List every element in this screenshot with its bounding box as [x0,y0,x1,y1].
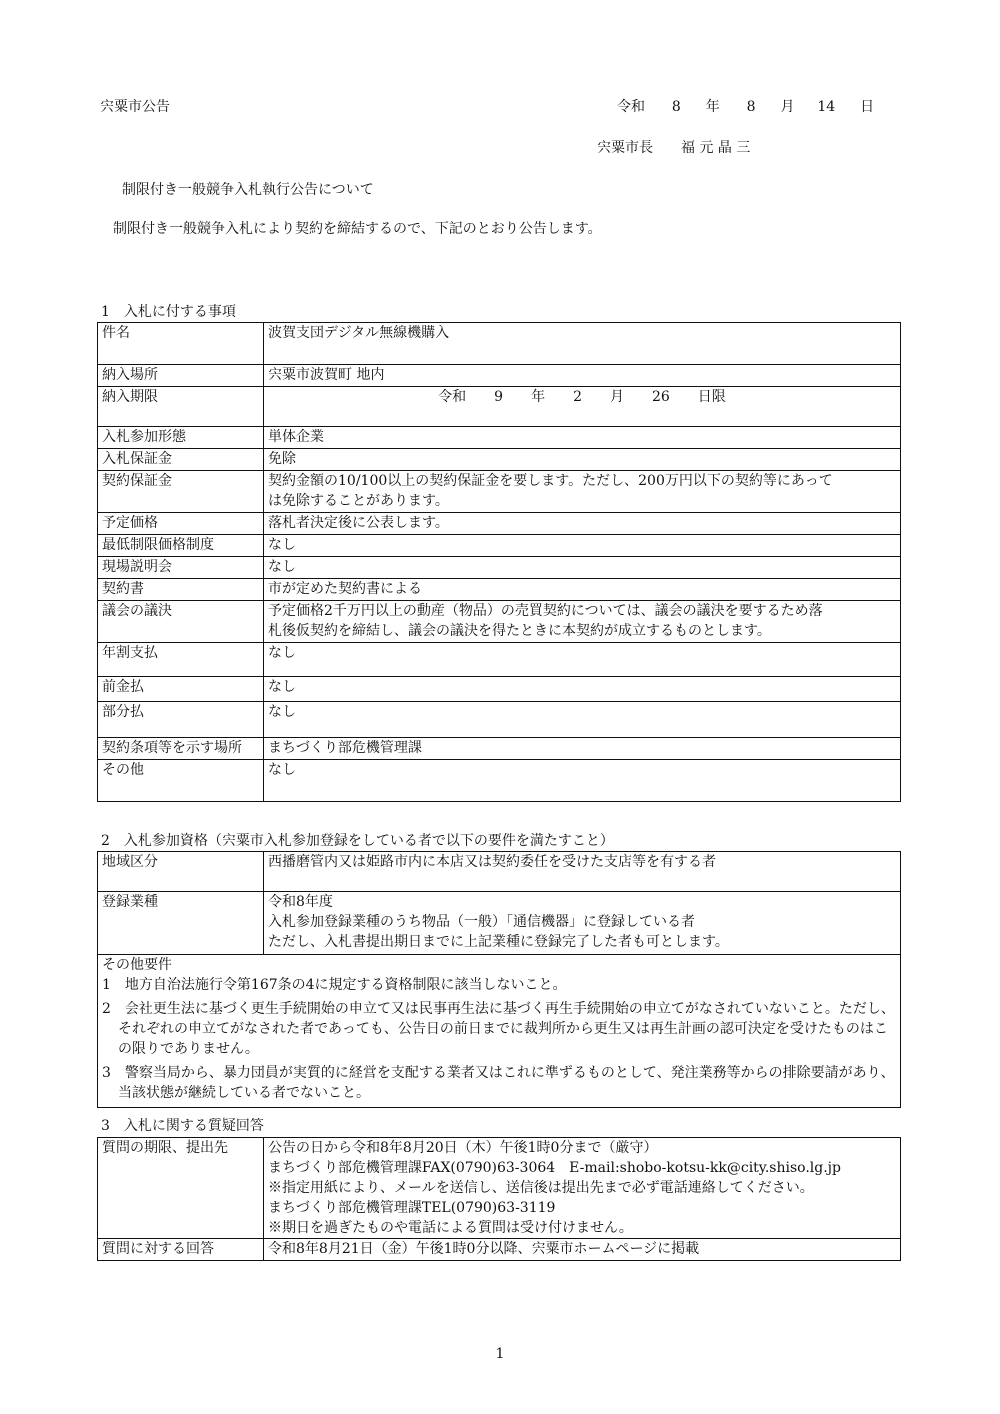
notice-date [617,98,874,117]
row-value-line: 札後仮契約を締結し、議会の議決を得たときに本契約が成立するものとします。 [268,623,771,639]
row-value: 令和 9 年 2 月 26 日限 [264,387,901,427]
registration-line: 令和8年度 [268,894,333,910]
table-row [98,852,901,892]
row-label: 契約保証金 [98,471,264,513]
registration-label: 登録業種 [98,892,264,955]
row-value: まちづくり部危機管理課 [264,738,901,760]
row-value: 単体企業 [264,427,901,449]
registration-value [264,892,901,955]
requirement-item: 1 地方自治法施行令第167条の4に規定する資格制限に該当しないこと。 [102,977,567,993]
date-month: 8 [746,99,756,115]
row-value: 落札者決定後に公表します。 [264,513,901,535]
table-row [98,535,901,557]
table-row [98,557,901,579]
section-1-title: 1 入札に付する事項 [101,304,236,320]
table-row [98,1138,901,1239]
row-label: 最低制限価格制度 [98,535,264,557]
row-label: 現場説明会 [98,557,264,579]
date-era: 令和 [617,99,645,115]
date-year-unit: 年 [705,99,720,115]
table-row [98,975,901,1108]
row-label: その他 [98,760,264,802]
question-line: ※期日を過ぎたものや電話による質問は受け付けません。 [268,1220,633,1236]
table-row [98,702,901,738]
table-row [98,601,901,643]
table-row [98,579,901,601]
region-label: 地域区分 [98,852,264,892]
row-label: 前金払 [98,677,264,702]
qa-table [97,1137,901,1261]
table-row [98,387,901,427]
page-number: 1 [495,1346,505,1362]
row-value: 市が定めた契約書による [264,579,901,601]
table-row [98,471,901,513]
row-label: 入札参加形態 [98,427,264,449]
answer-value: 令和8年8月21日（金）午後1時0分以降、宍粟市ホームページに掲載 [264,1239,901,1261]
registration-line: ただし、入札書提出期日までに上記業種に登録完了した者も可とします。 [268,934,729,950]
row-label: 納入場所 [98,365,264,387]
date-day-unit: 日 [860,99,875,115]
row-value: なし [264,535,901,557]
row-value: 宍粟市波賀町 地内 [264,365,901,387]
row-value-line: 契約金額の10/100以上の契約保証金を要します。ただし、200万円以下の契約等にあって [268,473,833,489]
date-day: 14 [817,99,836,115]
answer-label: 質問に対する回答 [98,1239,264,1261]
row-value: なし [264,643,901,677]
table-row [98,760,901,802]
table-row [98,955,901,976]
publisher-label: 宍粟市公告 [100,99,170,115]
mayor-name: 宍粟市長 福 元 晶 三 [597,140,751,156]
section-3-title: 3 入札に関する質疑回答 [101,1118,264,1134]
bid-items-table [97,322,901,802]
requirement-item: 2 会社更生法に基づく更生手続開始の申立て又は民事再生法に基づく再生手続開始の申立てがなされていないこと。ただし、それぞれの申立てがなされた者であっても、公告日の前日までに裁判所から更生又は再生計画の認可決定を受けたものはこの限りでありません。 [102,1001,895,1057]
table-row [98,513,901,535]
row-value-line: は免除することがあります。 [268,493,449,509]
row-value: なし [264,702,901,738]
table-row [98,427,901,449]
row-label: 入札保証金 [98,449,264,471]
row-label: 議会の議決 [98,601,264,643]
intro-text: 制限付き一般競争入札により契約を締結するので、下記のとおり公告します。 [113,221,602,237]
row-label: 部分払 [98,702,264,738]
section-2-title: 2 入札参加資格（宍粟市入札参加登録をしている者で以下の要件を満たすこと） [101,833,614,849]
region-value: 西播磨管内又は姫路市内に本店又は契約委任を受けた支店等を有する者 [264,852,901,892]
row-value: なし [264,760,901,802]
other-requirements-list [98,975,901,1108]
question-line: ※指定用紙により、メールを送信し、送信後は提出先まで必ず電話連絡してください。 [268,1180,814,1196]
row-label: 件名 [98,323,264,365]
row-value: なし [264,677,901,702]
qualification-table [97,851,901,1108]
row-value: 免除 [264,449,901,471]
question-line: まちづくり部危機管理課FAX(0790)63-3064 E-mail:shobo-kotsu-kk@city.shiso.lg.jp [268,1160,841,1176]
row-label: 予定価格 [98,513,264,535]
table-row [98,449,901,471]
question-line: まちづくり部危機管理課TEL(0790)63-3119 [268,1200,556,1216]
table-row [98,738,901,760]
row-value [264,601,901,643]
requirement-item: 3 警察当局から、暴力団員が実質的に経営を支配する業者又はこれに準ずるものとして、発注業務等からの排除要請があり、当該状態が継続している者でないこと。 [102,1065,895,1101]
row-value-line: 予定価格2千万円以上の動産（物品）の売買契約については、議会の議決を要するため落 [268,603,823,619]
date-year: 8 [671,99,681,115]
row-value: なし [264,557,901,579]
row-value: 波賀支団デジタル無線機購入 [264,323,901,365]
row-label: 納入期限 [98,387,264,427]
table-row [98,323,901,365]
question-label: 質問の期限、提出先 [98,1138,264,1239]
table-row [98,892,901,955]
date-month-unit: 月 [780,99,795,115]
table-row [98,643,901,677]
row-label: 契約書 [98,579,264,601]
table-row [98,365,901,387]
row-value [264,471,901,513]
table-row [98,1239,901,1261]
table-row [98,677,901,702]
question-line: 公告の日から令和8年8月20日（木）午後1時0分まで（厳守） [268,1140,658,1156]
other-requirements-label: その他要件 [98,955,901,976]
row-label: 契約条項等を示す場所 [98,738,264,760]
question-value [264,1138,901,1239]
row-label: 年割支払 [98,643,264,677]
page-title: 制限付き一般競争入札執行公告について [122,182,374,198]
registration-line: 入札参加登録業種のうち物品（一般）「通信機器」に登録している者 [268,914,695,930]
